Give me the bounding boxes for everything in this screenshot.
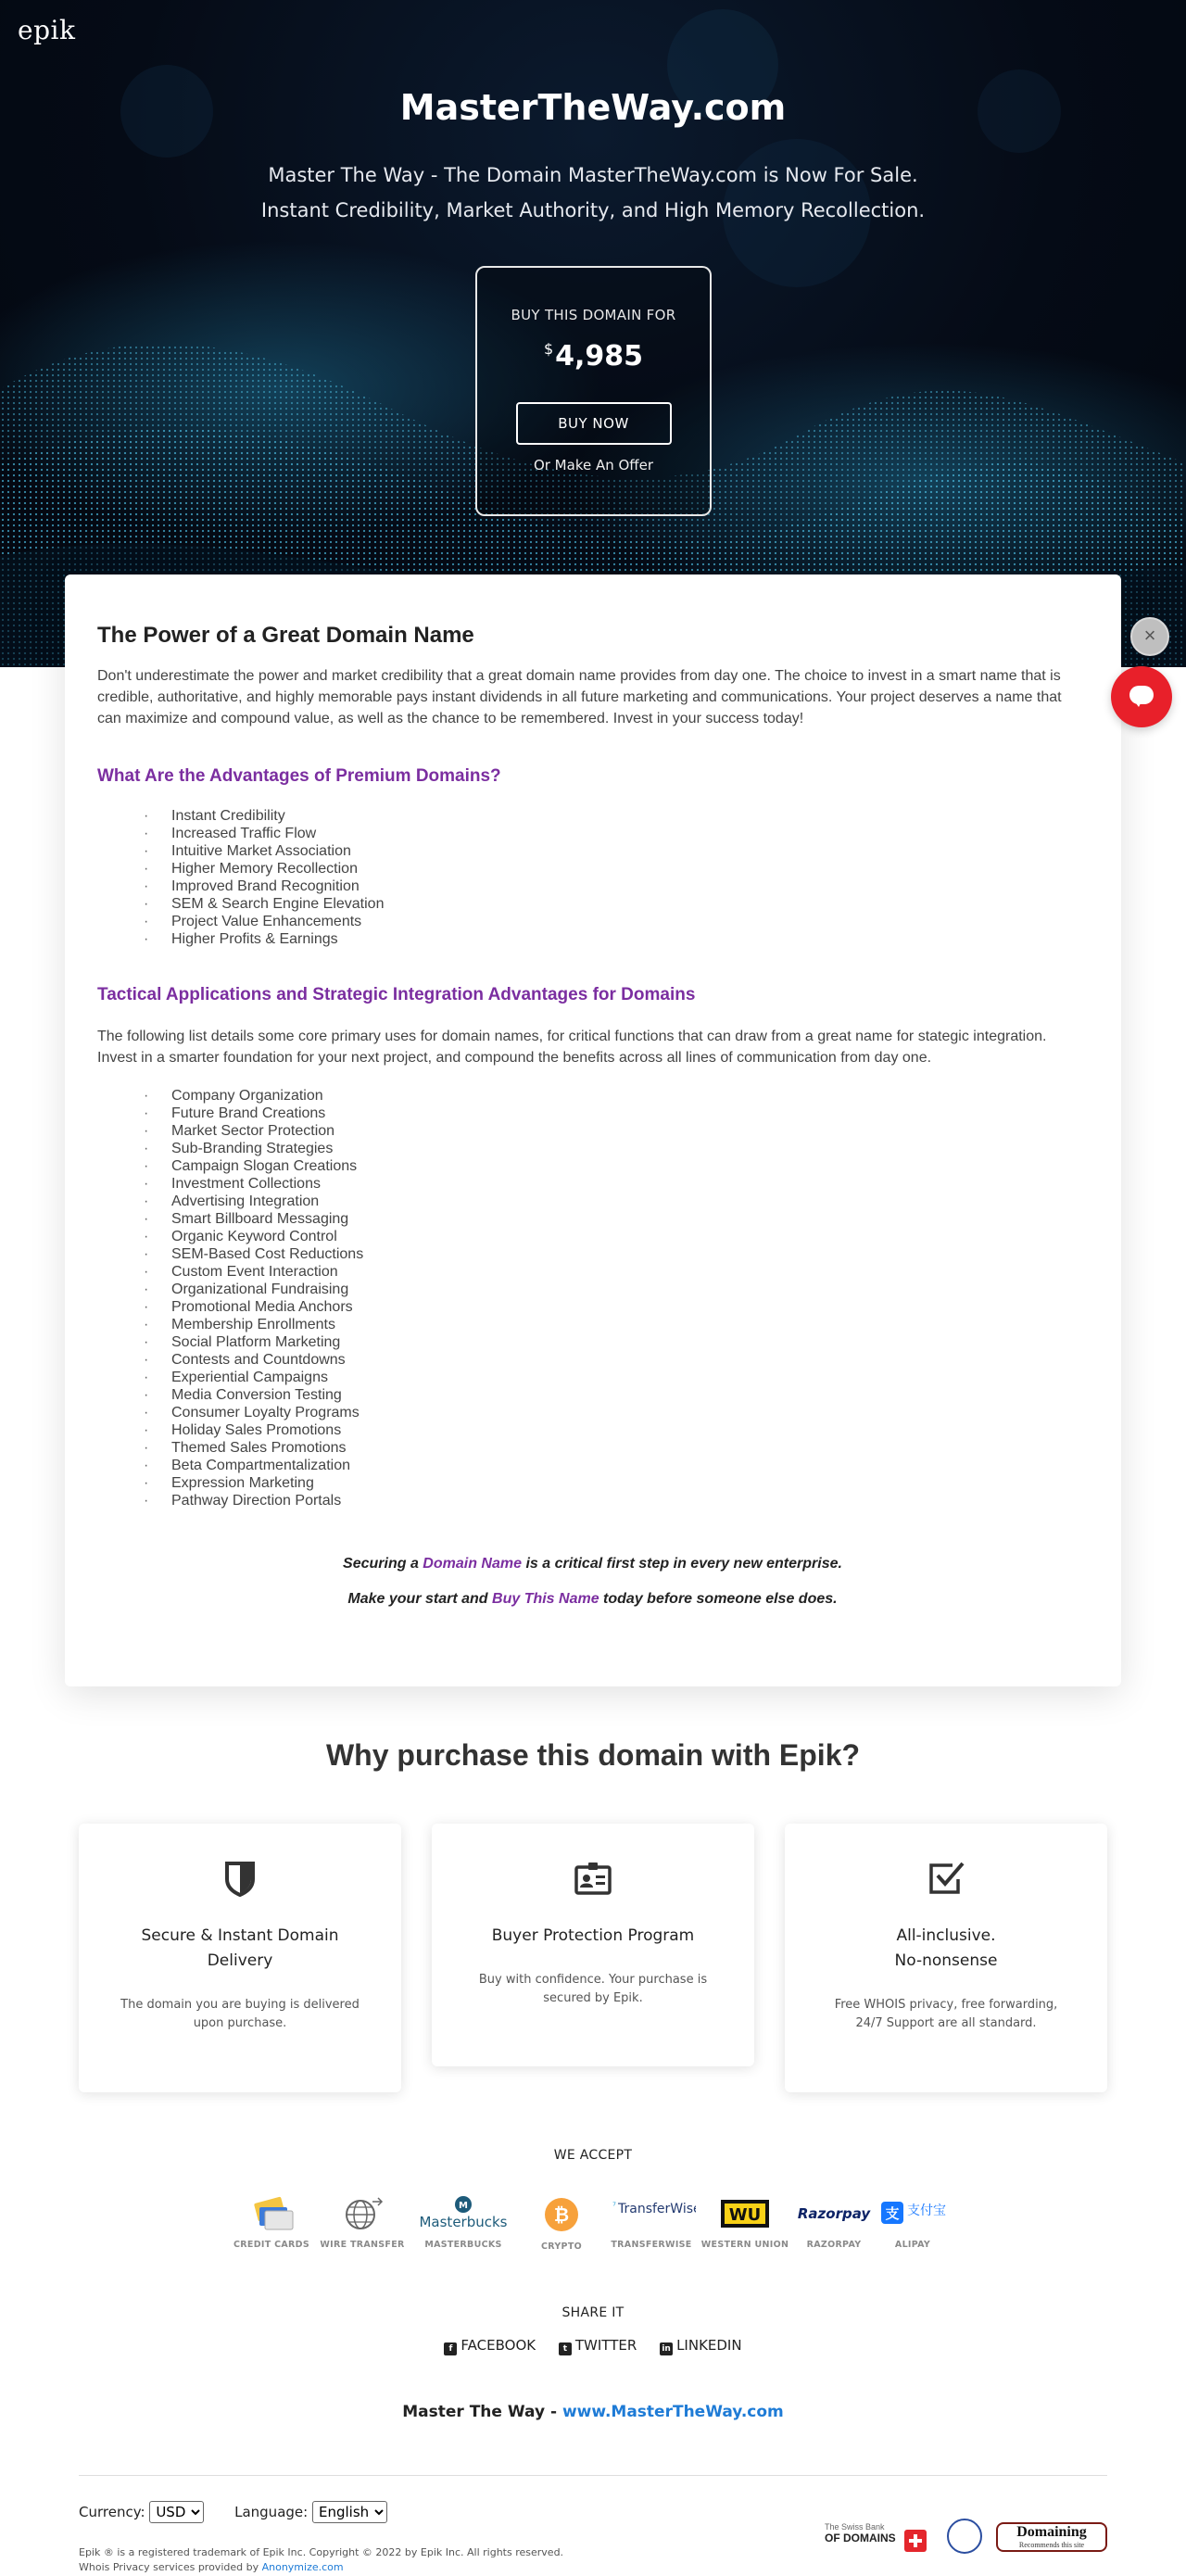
footer-controls: [79, 2501, 413, 2523]
close-chat-button[interactable]: [1130, 617, 1169, 656]
payment-razorpay: [789, 2196, 878, 2250]
closing-line-2: [97, 1582, 1088, 1617]
footer-name-text: Master The Way -: [402, 2403, 562, 2421]
list-item: · Sub-Branding Strategies: [144, 1140, 1088, 1157]
western-union-logo: [713, 2196, 777, 2231]
list-item: · Media Conversion Testing: [144, 1386, 1088, 1404]
payment-credit-cards: [227, 2196, 316, 2250]
payment-crypto: [517, 2196, 606, 2252]
footer-domain-name: [0, 2403, 1186, 2421]
closing-text: before someone else does.: [642, 1591, 838, 1607]
payment-masterbucks: [419, 2196, 508, 2250]
transferwise-logo: [607, 2196, 696, 2231]
footer-divider: [79, 2475, 1107, 2476]
we-accept-title: WE ACCEPT: [553, 2148, 633, 2163]
tactical-list: [144, 1087, 1088, 1509]
shield-icon: [221, 1859, 259, 1898]
svg-text:M: M: [459, 2201, 468, 2211]
price: [477, 340, 710, 373]
facebook-icon: f: [444, 2342, 457, 2355]
payment-alipay: [868, 2196, 957, 2250]
domain-title: MasterTheWay.com: [399, 87, 787, 128]
legal-text: [79, 2545, 563, 2575]
payment-label: RAZORPAY: [806, 2240, 862, 2250]
language-select[interactable]: [312, 2501, 387, 2523]
list-item: · Pathway Direction Portals: [144, 1492, 1088, 1509]
masterbucks-logo: [419, 2196, 508, 2231]
payment-western-union: [700, 2196, 789, 2250]
chat-button[interactable]: [1111, 666, 1172, 727]
intro-paragraph: Don't underestimate the power and market credibility that a great domain name provides from day one. The choice to invest in a smart name that is credible, authoritative, and highly memorable pays instant dividends in all future marketing and communications. Your project deserves a name that can maximize and compound value, as well as the chance to be remembered. Invest in your success today!: [97, 668, 1062, 726]
list-item: · Themed Sales Promotions: [144, 1439, 1088, 1457]
list-item: · Future Brand Creations: [144, 1105, 1088, 1122]
list-item: · Experiential Campaigns: [144, 1369, 1088, 1386]
list-item: · SEM & Search Engine Elevation: [144, 895, 1088, 913]
feature-description: Buy with confidence. Your purchase is secured by Epik.: [478, 1973, 708, 2005]
share-links: [0, 2337, 1186, 2355]
list-item: · Campaign Slogan Creations: [144, 1157, 1088, 1175]
closing-text: is a critical first step in every new enterprise.: [522, 1556, 842, 1572]
tactical-paragraph: The following list details some core primary uses for domain names, for critical functions that can draw from a great name for stategic integration. Invest in a smarter foundation for your next project, and compound the benefits across all lines of communication from day one.: [97, 1029, 1047, 1066]
domaining-badge-title: Domaining: [1016, 2524, 1087, 2540]
list-item: · Market Sector Protection: [144, 1122, 1088, 1140]
linkedin-icon: in: [660, 2342, 673, 2355]
feature-title-line: All-inclusive.: [896, 1926, 996, 1945]
payment-label: TRANSFERWISE: [611, 2240, 692, 2250]
swiss-badge-small-text: The Swiss Bank: [825, 2522, 885, 2532]
payment-label: MASTERBUCKS: [424, 2240, 502, 2250]
list-item: · Intuitive Market Association: [144, 842, 1088, 860]
tactical-heading: Tactical Applications and Strategic Integration Advantages for Domains: [97, 985, 696, 1004]
list-item: · Membership Enrollments: [144, 1316, 1088, 1333]
svg-text:支: 支: [885, 2205, 900, 2222]
privacy-line: [79, 2560, 563, 2575]
anonymize-link[interactable]: Anonymize.com: [261, 2561, 344, 2573]
razorpay-logo: [789, 2196, 878, 2231]
list-item: · Instant Credibility: [144, 807, 1088, 825]
closing-text: Securing a: [343, 1556, 423, 1572]
domain-url-link[interactable]: www.MasterTheWay.com: [561, 2403, 784, 2421]
payment-transferwise: [607, 2196, 696, 2250]
share-label: TWITTER: [574, 2337, 637, 2354]
svg-text:⁷: ⁷: [612, 2202, 617, 2212]
list-item: · Consumer Loyalty Programs: [144, 1404, 1088, 1421]
checkbox-icon: [927, 1859, 965, 1898]
currency-label: Currency:: [79, 2504, 145, 2520]
share-twitter[interactable]: [559, 2337, 637, 2355]
currency-select[interactable]: [149, 2501, 204, 2523]
alipay-logo: [868, 2196, 957, 2231]
feature-title-line: No-nonsense: [894, 1951, 998, 1970]
list-item: · Improved Brand Recognition: [144, 878, 1088, 895]
domaining-badge[interactable]: [996, 2522, 1107, 2552]
buy-domain-box: [475, 266, 712, 516]
share-facebook[interactable]: [444, 2337, 536, 2355]
list-item: · Social Platform Marketing: [144, 1333, 1088, 1351]
feature-card-all-inclusive: [785, 1824, 1107, 2092]
hero-subtitle-line-2: Instant Credibility, Market Authority, and High Memory Recollection.: [260, 199, 926, 221]
content-card: [65, 575, 1121, 1686]
svg-text:₿: ₿: [553, 2203, 570, 2226]
list-item: · Higher Profits & Earnings: [144, 930, 1088, 948]
credit-cards-icon: [246, 2196, 296, 2231]
buy-label: BUY THIS DOMAIN FOR: [511, 307, 676, 323]
closing-statements: [97, 1547, 1088, 1617]
feature-title-line: Delivery: [207, 1951, 273, 1970]
list-item: · Promotional Media Anchors: [144, 1298, 1088, 1316]
feature-description: Free WHOIS privacy, free forwarding, 24/7 Support are all standard.: [834, 1998, 1058, 2030]
payment-label: CRYPTO: [541, 2241, 582, 2252]
closing-text: Make your start and: [347, 1591, 493, 1607]
closing-emphasis: today: [599, 1591, 643, 1607]
feature-title: [116, 1924, 364, 1974]
swiss-badge-big-text: OF DOMAINS: [825, 2532, 896, 2544]
feature-card-buyer-protection: [432, 1824, 754, 2066]
payment-label: WIRE TRANSFER: [320, 2240, 405, 2250]
privacy-text: Whois Privacy services provided by: [79, 2561, 262, 2573]
buy-this-name-link[interactable]: Buy This Name: [492, 1591, 599, 1607]
list-item: · Expression Marketing: [144, 1474, 1088, 1492]
advantages-list: [144, 807, 1088, 948]
share-linkedin[interactable]: [660, 2337, 742, 2355]
list-item: · Company Organization: [144, 1087, 1088, 1105]
payment-label: WESTERN UNION: [700, 2240, 789, 2250]
list-item: · Custom Event Interaction: [144, 1263, 1088, 1281]
feature-title-line: Secure & Instant Domain: [141, 1926, 339, 1945]
masterbucks-wordmark: Masterbucks: [419, 2214, 508, 2230]
make-offer-link[interactable]: Or Make An Offer: [533, 457, 654, 474]
svg-text:支付宝: 支付宝: [907, 2203, 946, 2218]
advantages-heading: What Are the Advantages of Premium Domains?: [97, 766, 501, 786]
payment-wire-transfer: [318, 2196, 407, 2250]
list-item: · Holiday Sales Promotions: [144, 1421, 1088, 1439]
language-label: Language:: [234, 2504, 309, 2520]
list-item: · SEM-Based Cost Reductions: [144, 1245, 1088, 1263]
feature-title: [822, 1924, 1070, 1974]
list-item: · Organic Keyword Control: [144, 1228, 1088, 1245]
list-item: · Increased Traffic Flow: [144, 825, 1088, 842]
icann-badge-icon[interactable]: [947, 2519, 982, 2554]
list-item: · Investment Collections: [144, 1175, 1088, 1193]
list-item: · Contests and Countdowns: [144, 1351, 1088, 1369]
buy-now-button[interactable]: BUY NOW: [516, 402, 672, 445]
list-item: · Higher Memory Recollection: [144, 860, 1088, 878]
price-value: 4,985: [555, 340, 644, 373]
svg-text:WU: WU: [728, 2205, 762, 2225]
domain-name-link[interactable]: Domain Name: [423, 1556, 522, 1572]
share-title: SHARE IT: [561, 2305, 625, 2320]
payment-label: CREDIT CARDS: [233, 2240, 309, 2250]
swiss-bank-badge[interactable]: [825, 2522, 896, 2544]
list-item: · Smart Billboard Messaging: [144, 1210, 1088, 1228]
feature-card-secure-delivery: [79, 1824, 401, 2092]
hero-subtitle-line-1: Master The Way - The Domain MasterTheWay.com is Now For Sale.: [268, 164, 918, 186]
id-card-icon: [574, 1859, 612, 1898]
twitter-icon: t: [559, 2342, 572, 2355]
feature-title-line: Buyer Protection Program: [491, 1926, 695, 1945]
list-item: · Advertising Integration: [144, 1193, 1088, 1210]
svg-text:TransferWise: TransferWise: [618, 2202, 696, 2216]
bitcoin-icon: [543, 2196, 580, 2233]
swiss-cross-icon: [904, 2530, 927, 2552]
chat-bubble-icon: [1129, 686, 1154, 704]
hero-subtitle: [0, 158, 1186, 228]
share-label: FACEBOOK: [461, 2337, 536, 2354]
epik-logo[interactable]: epik: [18, 15, 76, 45]
content-heading: The Power of a Great Domain Name: [97, 623, 474, 648]
domaining-badge-subtitle: Recommends this site: [1018, 2541, 1085, 2549]
list-item: · Project Value Enhancements: [144, 913, 1088, 930]
why-title: Why purchase this domain with Epik?: [325, 1738, 861, 1772]
currency-symbol: $: [543, 340, 554, 358]
svg-text:Razorpay: Razorpay: [797, 2205, 871, 2222]
share-label: LINKEDIN: [676, 2337, 742, 2354]
list-item: · Beta Compartmentalization: [144, 1457, 1088, 1474]
copyright-text: Epik ® is a registered trademark of Epik Inc. Copyright © 2022 by Epik Inc. All rights reserved.: [79, 2546, 564, 2558]
list-item: · Organizational Fundraising: [144, 1281, 1088, 1298]
close-icon: ×: [1143, 624, 1156, 647]
payment-label: ALIPAY: [894, 2240, 931, 2250]
globe-icon: [337, 2196, 387, 2231]
closing-line-1: [97, 1547, 1088, 1582]
hero-section: [0, 0, 1186, 667]
feature-description: The domain you are buying is delivered upon purchase.: [120, 1998, 360, 2030]
feature-title: [469, 1924, 717, 1949]
